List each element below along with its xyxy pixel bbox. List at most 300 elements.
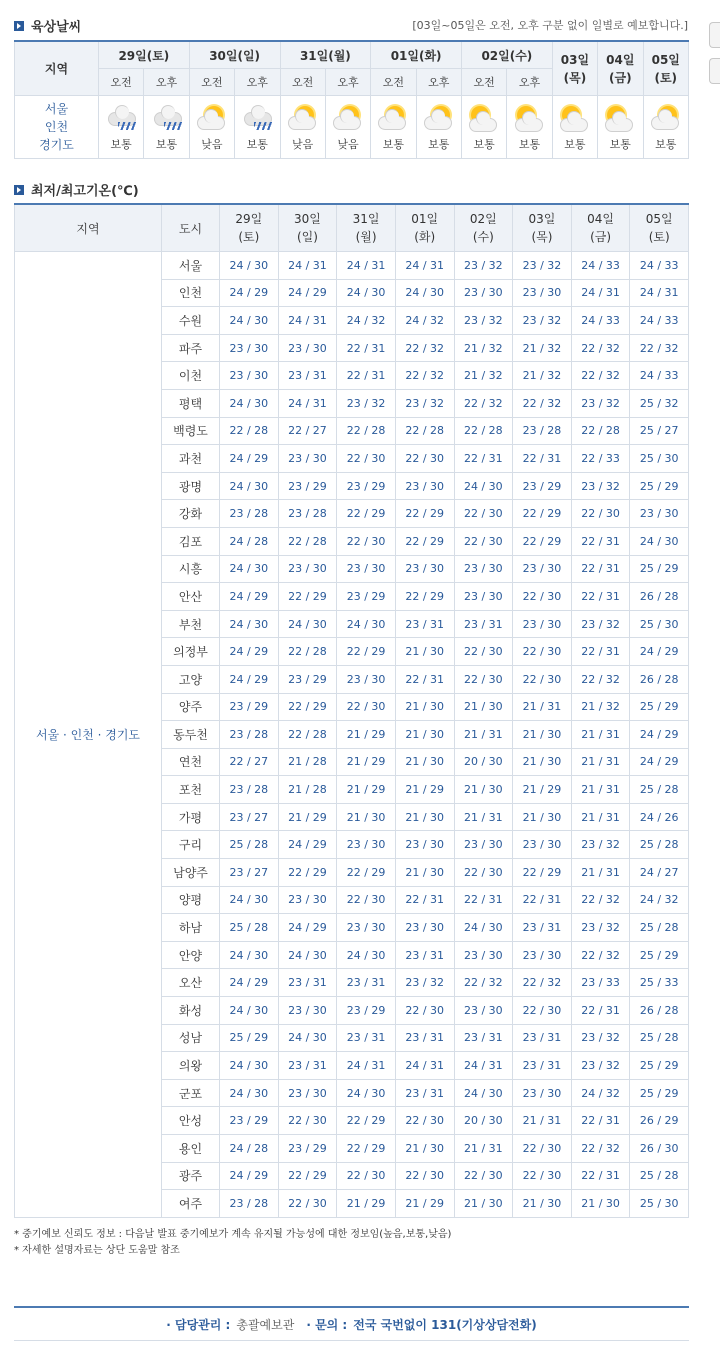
- temperature-cell: 24 / 30: [337, 941, 396, 969]
- temperature-cell: 24 / 33: [630, 307, 689, 335]
- temperature-cell: 21 / 31: [454, 721, 513, 749]
- temperature-cell: 22 / 30: [395, 1162, 454, 1190]
- temperature-cell: 21 / 30: [513, 721, 572, 749]
- temperature-cell: 20 / 30: [454, 748, 513, 776]
- manager-value: 총괄예보관: [236, 1317, 295, 1332]
- day-header: 03일 (목): [513, 204, 572, 252]
- temperature-cell: 22 / 31: [513, 445, 572, 473]
- city-cell: 용인: [162, 1135, 220, 1163]
- temperature-cell: 21 / 30: [571, 1190, 630, 1218]
- pm-header: 오후: [235, 69, 280, 96]
- city-cell: 포천: [162, 776, 220, 804]
- temperature-cell: 24 / 29: [630, 638, 689, 666]
- city-cell: 광명: [162, 472, 220, 500]
- temperature-cell: 22 / 30: [454, 500, 513, 528]
- temperature-cell: 23 / 33: [571, 969, 630, 997]
- temperature-cell: 23 / 29: [337, 583, 396, 611]
- reliability-label: 보통: [564, 138, 586, 151]
- city-cell: 연천: [162, 748, 220, 776]
- temperature-cell: 25 / 28: [220, 831, 279, 859]
- reliability-label: 보통: [609, 138, 631, 151]
- temperature-cell: 22 / 31: [395, 665, 454, 693]
- temperature-cell: 21 / 30: [337, 803, 396, 831]
- temperature-cell: 22 / 32: [513, 969, 572, 997]
- temperature-cell: 22 / 31: [571, 583, 630, 611]
- temperature-cell: 23 / 31: [337, 1024, 396, 1052]
- day-header: 04일 (금): [571, 204, 630, 252]
- temperature-cell: 23 / 32: [571, 389, 630, 417]
- section-land-weather-header: [14, 16, 81, 35]
- temperature-cell: 21 / 31: [571, 859, 630, 887]
- city-cell: 고양: [162, 665, 220, 693]
- temperature-cell: 23 / 32: [337, 389, 396, 417]
- city-cell: 파주: [162, 334, 220, 362]
- temperature-cell: 23 / 30: [454, 583, 513, 611]
- temperature-cell: 23 / 30: [513, 941, 572, 969]
- temperature-cell: 22 / 28: [395, 417, 454, 445]
- temperature-cell: 24 / 28: [220, 1135, 279, 1163]
- footnote-help: * 자세한 설명자료는 상단 도움말 참조: [14, 1245, 180, 1256]
- temperature-cell: 22 / 29: [337, 1135, 396, 1163]
- temperature-cell: 22 / 31: [571, 638, 630, 666]
- temperature-cell: 25 / 30: [630, 1190, 689, 1218]
- temperature-cell: 24 / 30: [630, 527, 689, 555]
- temperature-cell: 24 / 29: [220, 638, 279, 666]
- region-cell: 서울 인천 경기도: [15, 96, 99, 159]
- section-title: 최저/최고기온(℃): [31, 184, 139, 199]
- temperature-cell: 22 / 30: [337, 527, 396, 555]
- land-weather-table: [14, 40, 689, 159]
- temperature-cell: 23 / 30: [278, 886, 337, 914]
- city-cell: 화성: [162, 997, 220, 1025]
- temperature-cell: 21 / 30: [395, 693, 454, 721]
- day-header: 04일 (금): [598, 41, 643, 96]
- temperature-cell: 22 / 31: [337, 334, 396, 362]
- temperature-cell: 22 / 28: [278, 721, 337, 749]
- temperature-cell: 22 / 29: [395, 583, 454, 611]
- temperature-cell: 24 / 31: [395, 252, 454, 280]
- temperature-cell: 22 / 32: [571, 362, 630, 390]
- temperature-cell: 24 / 29: [220, 445, 279, 473]
- side-scroll-tab[interactable]: [709, 22, 720, 48]
- temperature-cell: 22 / 31: [571, 1107, 630, 1135]
- day-header: 30일 (일): [278, 204, 337, 252]
- temperature-cell: 24 / 31: [337, 1052, 396, 1080]
- temperature-cell: 23 / 31: [337, 969, 396, 997]
- temperature-cell: 26 / 28: [630, 665, 689, 693]
- temperature-cell: 24 / 33: [630, 362, 689, 390]
- footnote-reliability: * 중기예보 신뢰도 정보 : 다음날 발표 중기예보가 계속 유지될 가능성에 대한 정보임(높음,보통,낮음): [14, 1229, 452, 1240]
- temperature-cell: 25 / 28: [630, 1162, 689, 1190]
- am-header: 오전: [371, 69, 416, 96]
- temperature-cell: 22 / 30: [513, 583, 572, 611]
- temperature-cell: 22 / 30: [395, 1107, 454, 1135]
- temperature-cell: 24 / 30: [220, 252, 279, 280]
- pm-header: 오후: [325, 69, 370, 96]
- temperature-cell: 21 / 30: [513, 748, 572, 776]
- temperature-cell: 23 / 29: [337, 472, 396, 500]
- temperature-cell: 24 / 30: [454, 914, 513, 942]
- temperature-cell: 26 / 29: [630, 1107, 689, 1135]
- forecast-note: [03일~05일은 오전, 오후 구분 없이 일별로 예보합니다.]: [412, 19, 688, 32]
- temperature-cell: 23 / 32: [571, 914, 630, 942]
- sunny-cloud-icon: [467, 106, 501, 132]
- temperature-cell: 24 / 33: [630, 252, 689, 280]
- temperature-cell: 25 / 29: [630, 1079, 689, 1107]
- temperature-cell: 25 / 30: [630, 610, 689, 638]
- sunny-cloud-icon: [558, 106, 592, 132]
- contact-value: 전국 국번없이 131(기상상담전화): [353, 1317, 537, 1332]
- temperature-cell: 22 / 28: [337, 417, 396, 445]
- temperature-cell: 23 / 31: [513, 1024, 572, 1052]
- temperature-cell: 24 / 29: [220, 1162, 279, 1190]
- reliability-label: 낮음: [201, 138, 223, 151]
- temperature-cell: 21 / 31: [571, 776, 630, 804]
- temperature-cell: 23 / 31: [454, 1024, 513, 1052]
- temperature-cell: 24 / 30: [278, 941, 337, 969]
- temperature-cell: 23 / 32: [454, 307, 513, 335]
- temperature-cell: 23 / 30: [220, 334, 279, 362]
- temperature-cell: 22 / 32: [630, 334, 689, 362]
- temperature-cell: 24 / 32: [630, 886, 689, 914]
- temperature-cell: 23 / 32: [454, 252, 513, 280]
- forecast-cell: [99, 96, 144, 159]
- section-title: 육상날씨: [31, 20, 82, 35]
- temperature-cell: 24 / 27: [630, 859, 689, 887]
- region-header: 지역: [15, 204, 162, 252]
- temperature-cell: 23 / 30: [278, 445, 337, 473]
- temperature-cell: 23 / 29: [278, 1135, 337, 1163]
- temperature-cell: 22 / 31: [513, 886, 572, 914]
- temperature-cell: 24 / 31: [337, 252, 396, 280]
- temperature-cell: 24 / 30: [337, 279, 396, 307]
- reliability-label: 보통: [473, 138, 495, 151]
- city-cell: 구리: [162, 831, 220, 859]
- reliability-label: 보통: [655, 138, 677, 151]
- temperature-cell: 22 / 30: [454, 638, 513, 666]
- temperature-cell: 22 / 30: [571, 500, 630, 528]
- forecast-cell: [552, 96, 597, 159]
- temperature-cell: 23 / 30: [337, 914, 396, 942]
- city-cell: 여주: [162, 1190, 220, 1218]
- temperature-cell: 24 / 30: [454, 1079, 513, 1107]
- temperature-cell: 22 / 30: [454, 1162, 513, 1190]
- temperature-cell: 23 / 28: [220, 500, 279, 528]
- temperature-cell: 22 / 28: [278, 527, 337, 555]
- temperature-cell: 23 / 29: [220, 693, 279, 721]
- temperature-cell: 22 / 32: [454, 969, 513, 997]
- city-cell: 동두천: [162, 721, 220, 749]
- temperature-cell: 25 / 27: [630, 417, 689, 445]
- temperature-cell: 20 / 30: [454, 1107, 513, 1135]
- temperature-cell: 22 / 30: [337, 1162, 396, 1190]
- temperature-cell: 23 / 30: [395, 914, 454, 942]
- temperature-cell: 24 / 29: [278, 914, 337, 942]
- city-cell: 서울: [162, 252, 220, 280]
- footer-contact-bar: [14, 1306, 689, 1341]
- partly-cloudy-icon: [331, 106, 365, 132]
- temperature-cell: 21 / 30: [454, 776, 513, 804]
- temperature-cell: 22 / 31: [337, 362, 396, 390]
- temperature-cell: 24 / 31: [395, 1052, 454, 1080]
- temperature-cell: 23 / 30: [513, 1079, 572, 1107]
- temperature-cell: 22 / 30: [454, 527, 513, 555]
- temperature-cell: 22 / 32: [395, 362, 454, 390]
- temperature-cell: 24 / 30: [337, 610, 396, 638]
- temperature-cell: 23 / 30: [513, 279, 572, 307]
- forecast-cell: [280, 96, 325, 159]
- temperature-cell: 25 / 29: [630, 472, 689, 500]
- city-cell: 부천: [162, 610, 220, 638]
- temperature-cell: 21 / 31: [571, 803, 630, 831]
- temperature-table: [14, 203, 689, 1218]
- temperature-cell: 21 / 30: [395, 748, 454, 776]
- temperature-cell: 22 / 30: [454, 859, 513, 887]
- day-header: 30일(일): [189, 41, 280, 69]
- temperature-cell: 22 / 29: [337, 1107, 396, 1135]
- temperature-cell: 21 / 31: [513, 693, 572, 721]
- temperature-cell: 25 / 29: [630, 693, 689, 721]
- temperature-cell: 22 / 30: [454, 665, 513, 693]
- city-cell: 강화: [162, 500, 220, 528]
- temperature-cell: 22 / 30: [513, 997, 572, 1025]
- partly-cloudy-icon: [649, 106, 683, 132]
- temperature-cell: 24 / 31: [630, 279, 689, 307]
- am-header: 오전: [280, 69, 325, 96]
- temperature-cell: 25 / 28: [630, 776, 689, 804]
- temperature-cell: 24 / 30: [337, 1079, 396, 1107]
- forecast-cell: [189, 96, 234, 159]
- temperature-cell: 24 / 30: [395, 279, 454, 307]
- temperature-cell: 23 / 32: [395, 389, 454, 417]
- temperature-cell: 23 / 31: [278, 969, 337, 997]
- temperature-cell: 24 / 31: [454, 1052, 513, 1080]
- forecast-cell: [507, 96, 552, 159]
- day-header: 01일 (화): [395, 204, 454, 252]
- temperature-cell: 23 / 32: [571, 472, 630, 500]
- temperature-cell: 22 / 32: [571, 1135, 630, 1163]
- temperature-cell: 22 / 30: [513, 638, 572, 666]
- temperature-cell: 25 / 28: [630, 831, 689, 859]
- temperature-cell: 23 / 30: [337, 831, 396, 859]
- temperature-cell: 23 / 31: [395, 941, 454, 969]
- temperature-cell: 23 / 29: [278, 665, 337, 693]
- temperature-cell: 22 / 32: [571, 941, 630, 969]
- temperature-cell: 21 / 31: [454, 803, 513, 831]
- city-cell: 의왕: [162, 1052, 220, 1080]
- temperature-cell: 22 / 32: [454, 389, 513, 417]
- temperature-cell: 21 / 29: [337, 721, 396, 749]
- temperature-cell: 22 / 28: [278, 638, 337, 666]
- temperature-cell: 24 / 29: [278, 831, 337, 859]
- temperature-cell: 22 / 29: [278, 859, 337, 887]
- bullet-arrow-icon: [14, 185, 24, 195]
- temperature-cell: 24 / 31: [278, 307, 337, 335]
- temperature-cell: 22 / 31: [571, 997, 630, 1025]
- temperature-cell: 22 / 31: [571, 527, 630, 555]
- region-cell: 서울 · 인천 · 경기도: [15, 252, 162, 1218]
- temperature-cell: 25 / 28: [630, 914, 689, 942]
- temperature-cell: 21 / 32: [513, 362, 572, 390]
- temperature-cell: 23 / 30: [395, 555, 454, 583]
- temperature-cell: 22 / 32: [513, 389, 572, 417]
- temperature-cell: 23 / 29: [220, 1107, 279, 1135]
- temperature-cell: 22 / 27: [220, 748, 279, 776]
- temperature-cell: 24 / 29: [220, 665, 279, 693]
- temperature-cell: 24 / 31: [278, 252, 337, 280]
- partly-cloudy-icon: [422, 106, 456, 132]
- temperature-cell: 22 / 32: [395, 334, 454, 362]
- temperature-cell: 23 / 32: [513, 307, 572, 335]
- rain-cloud-icon: [104, 106, 138, 132]
- temperature-cell: 21 / 32: [454, 334, 513, 362]
- temperature-cell: 21 / 32: [513, 334, 572, 362]
- temperature-cell: 23 / 32: [513, 252, 572, 280]
- temperature-cell: 21 / 29: [337, 776, 396, 804]
- temperature-cell: 23 / 30: [454, 997, 513, 1025]
- temperature-cell: 22 / 29: [337, 859, 396, 887]
- temperature-cell: 23 / 30: [513, 555, 572, 583]
- rain-cloud-icon: [240, 106, 274, 132]
- temperature-cell: 22 / 29: [395, 500, 454, 528]
- sunny-cloud-icon: [513, 106, 547, 132]
- city-cell: 인천: [162, 279, 220, 307]
- temperature-cell: 22 / 29: [278, 1162, 337, 1190]
- reliability-label: 보통: [110, 138, 132, 151]
- temperature-cell: 23 / 30: [337, 555, 396, 583]
- temperature-cell: 23 / 31: [395, 1024, 454, 1052]
- temperature-cell: 22 / 31: [571, 1162, 630, 1190]
- city-cell: 양주: [162, 693, 220, 721]
- city-cell: 광주: [162, 1162, 220, 1190]
- temperature-cell: 23 / 32: [571, 1024, 630, 1052]
- temperature-cell: 25 / 29: [630, 555, 689, 583]
- table-row: [15, 252, 689, 280]
- temperature-cell: 24 / 29: [278, 279, 337, 307]
- temperature-cell: 23 / 31: [513, 1052, 572, 1080]
- side-scroll-tab[interactable]: [709, 58, 720, 84]
- temperature-cell: 25 / 29: [630, 941, 689, 969]
- temperature-cell: 22 / 28: [220, 417, 279, 445]
- reliability-label: 보통: [428, 138, 450, 151]
- temperature-cell: 24 / 31: [571, 279, 630, 307]
- temperature-cell: 25 / 29: [220, 1024, 279, 1052]
- footnotes: [14, 1227, 451, 1259]
- city-cell: 시흥: [162, 555, 220, 583]
- temperature-cell: 23 / 30: [454, 831, 513, 859]
- temperature-cell: 23 / 31: [395, 610, 454, 638]
- temperature-cell: 23 / 31: [278, 362, 337, 390]
- temperature-cell: 21 / 30: [395, 1135, 454, 1163]
- temperature-cell: 24 / 30: [220, 610, 279, 638]
- temperature-cell: 21 / 29: [513, 776, 572, 804]
- forecast-cell: [371, 96, 416, 159]
- city-cell: 성남: [162, 1024, 220, 1052]
- temperature-cell: 23 / 30: [454, 555, 513, 583]
- city-cell: 군포: [162, 1079, 220, 1107]
- temperature-cell: 22 / 29: [513, 859, 572, 887]
- day-header: 29일 (토): [220, 204, 279, 252]
- day-header: 05일 (토): [630, 204, 689, 252]
- temperature-cell: 23 / 32: [395, 969, 454, 997]
- temperature-cell: 24 / 30: [220, 307, 279, 335]
- temperature-cell: 24 / 30: [278, 1024, 337, 1052]
- temperature-cell: 23 / 28: [513, 417, 572, 445]
- temperature-cell: 24 / 32: [337, 307, 396, 335]
- temperature-cell: 25 / 32: [630, 389, 689, 417]
- day-header: 29일(토): [99, 41, 190, 69]
- day-header: 31일(월): [280, 41, 371, 69]
- temperature-cell: 24 / 30: [278, 610, 337, 638]
- temperature-cell: 21 / 31: [571, 748, 630, 776]
- temperature-cell: 23 / 32: [571, 1052, 630, 1080]
- temperature-cell: 23 / 28: [220, 721, 279, 749]
- temperature-cell: 22 / 32: [571, 886, 630, 914]
- temperature-cell: 22 / 28: [454, 417, 513, 445]
- temperature-cell: 23 / 30: [220, 362, 279, 390]
- temperature-cell: 21 / 28: [278, 748, 337, 776]
- temperature-cell: 23 / 30: [337, 665, 396, 693]
- temperature-cell: 21 / 29: [395, 1190, 454, 1218]
- temperature-cell: 21 / 29: [395, 776, 454, 804]
- temperature-cell: 23 / 29: [278, 472, 337, 500]
- temperature-cell: 24 / 29: [630, 721, 689, 749]
- temperature-cell: 23 / 30: [513, 610, 572, 638]
- city-cell: 백령도: [162, 417, 220, 445]
- forecast-cell: [462, 96, 507, 159]
- temperature-cell: 25 / 28: [220, 914, 279, 942]
- day-header: 31일 (월): [337, 204, 396, 252]
- temperature-cell: 24 / 30: [220, 997, 279, 1025]
- temperature-cell: 23 / 27: [220, 803, 279, 831]
- temperature-cell: 22 / 29: [337, 500, 396, 528]
- temperature-cell: 22 / 31: [454, 445, 513, 473]
- temperature-cell: 22 / 30: [513, 665, 572, 693]
- temperature-cell: 24 / 33: [571, 252, 630, 280]
- temperature-cell: 23 / 28: [220, 776, 279, 804]
- am-header: 오전: [99, 69, 144, 96]
- temperature-cell: 24 / 29: [630, 748, 689, 776]
- city-cell: 수원: [162, 307, 220, 335]
- temperature-cell: 24 / 30: [220, 472, 279, 500]
- reliability-label: 보통: [518, 138, 541, 151]
- pm-header: 오후: [144, 69, 189, 96]
- temperature-cell: 23 / 30: [454, 941, 513, 969]
- temperature-cell: 22 / 27: [278, 417, 337, 445]
- temperature-cell: 23 / 30: [395, 831, 454, 859]
- day-header: 03일 (목): [552, 41, 597, 96]
- temperature-cell: 21 / 30: [395, 859, 454, 887]
- forecast-cell: [598, 96, 643, 159]
- city-cell: 과천: [162, 445, 220, 473]
- temperature-cell: 21 / 30: [395, 803, 454, 831]
- partly-cloudy-icon: [195, 106, 229, 132]
- city-header: 도시: [162, 204, 220, 252]
- temperature-cell: 21 / 30: [513, 1190, 572, 1218]
- temperature-cell: 24 / 31: [278, 389, 337, 417]
- temperature-cell: 22 / 30: [513, 1135, 572, 1163]
- partly-cloudy-icon: [286, 106, 320, 132]
- temperature-cell: 23 / 27: [220, 859, 279, 887]
- city-cell: 의정부: [162, 638, 220, 666]
- day-header: 05일 (토): [643, 41, 689, 96]
- temperature-cell: 21 / 30: [454, 693, 513, 721]
- forecast-cell: [235, 96, 280, 159]
- manager-label: · 담당관리 :: [166, 1317, 231, 1332]
- temperature-cell: 23 / 28: [278, 500, 337, 528]
- temperature-cell: 23 / 30: [630, 500, 689, 528]
- temperature-cell: 23 / 30: [278, 334, 337, 362]
